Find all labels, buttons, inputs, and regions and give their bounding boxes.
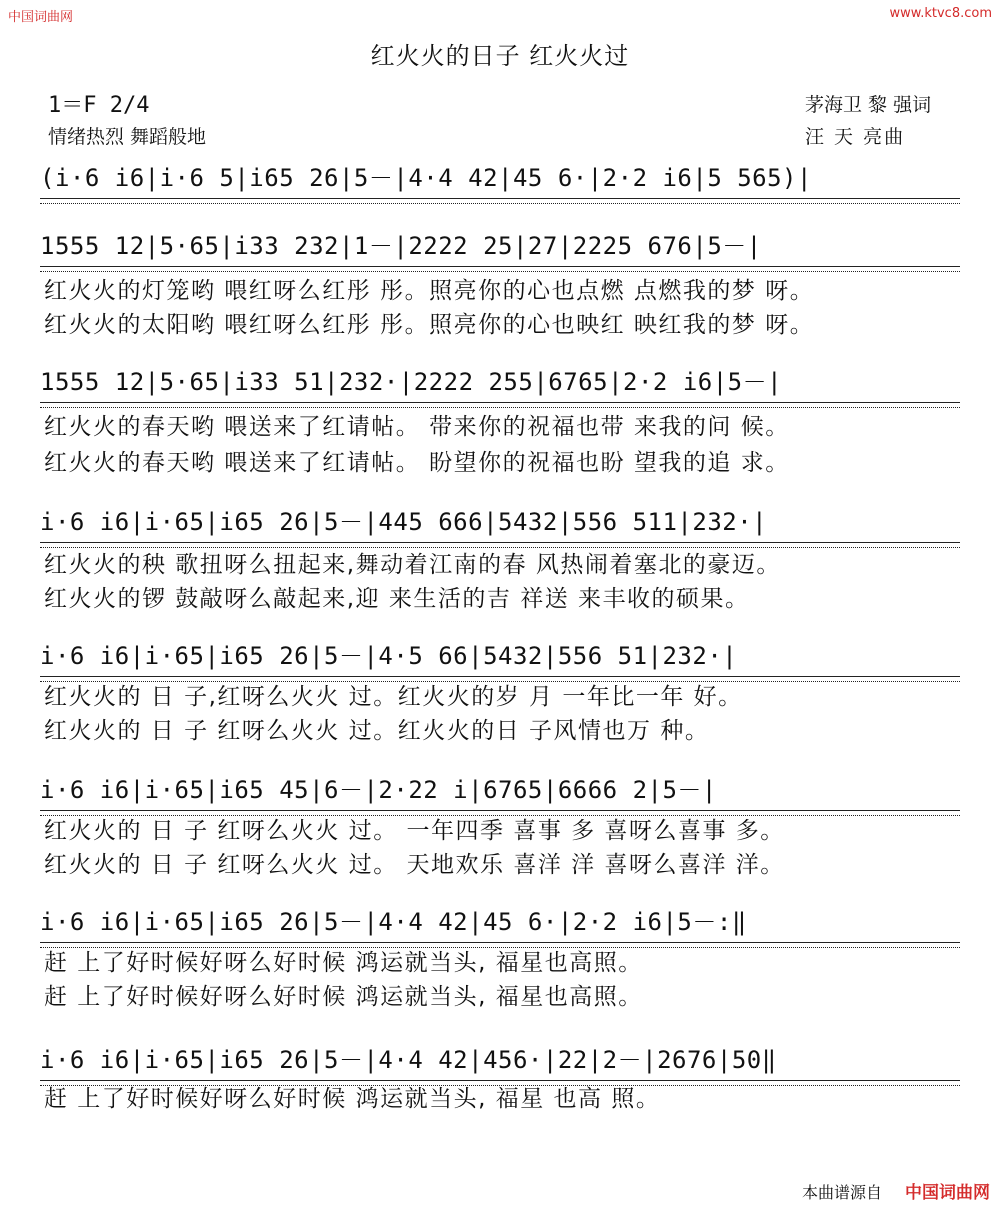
composer-credit: 汪 天 亮曲 — [805, 126, 906, 148]
lyric-verse-2: 红火火的锣 鼓敲呀么敲起来,迎 来生活的吉 祥送 来丰收的硕果。 — [44, 586, 750, 612]
notation-row-2: 1555 12|5·65|i33 232|1－|2222 25|27|2225 676|5－| — [40, 232, 762, 260]
lyric-verse-2: 红火火的太阳哟 喂红呀么红彤 彤。照亮你的心也映红 映红我的梦 呀。 — [44, 312, 815, 338]
lyric-verse-2: 红火火的 日 子 红呀么火火 过。 天地欢乐 喜洋 洋 喜呀么喜洋 洋。 — [44, 852, 785, 878]
lyric-verse-1: 红火火的秧 歌扭呀么扭起来,舞动着江南的春 风热闹着塞北的豪迈。 — [44, 552, 781, 578]
notation-row-4: i·6 i6|i·65|i65 26|5－|445 666|5432|556 511|232·| — [40, 508, 768, 536]
lyric-verse-1: 红火火的春天哟 喂送来了红请帖。 带来你的祝福也带 来我的问 候。 — [44, 414, 790, 440]
performance-note: 情绪热烈 舞蹈般地 — [48, 126, 207, 148]
lyric-verse-2: 赶 上了好时候好呀么好时候 鸿运就当头, 福星也高照。 — [44, 984, 643, 1010]
notation-row-7: i·6 i6|i·65|i65 26|5－|4·4 42|45 6·|2·2 i6|5－:‖ — [40, 908, 747, 936]
lyric-verse-2: 红火火的春天哟 喂送来了红请帖。 盼望你的祝福也盼 望我的追 求。 — [44, 450, 790, 476]
lyric-verse-1: 红火火的灯笼哟 喂红呀么红彤 彤。照亮你的心也点燃 点燃我的梦 呀。 — [44, 278, 815, 304]
key-signature: 1＝F 2/4 — [48, 93, 150, 118]
song-title: 红火火的日子 红火火过 — [370, 42, 630, 70]
lyric-verse-1: 红火火的 日 子 红呀么火火 过。 一年四季 喜事 多 喜呀么喜事 多。 — [44, 818, 785, 844]
notation-row-6: i·6 i6|i·65|i65 45|6－|2·22 i|6765|6666 2|5－| — [40, 776, 717, 804]
notation-row-5: i·6 i6|i·65|i65 26|5－|4·5 66|5432|556 51|232·| — [40, 642, 738, 670]
source-label: 本曲谱源自 — [801, 1183, 882, 1202]
lyricist-credit: 茅海卫 黎 强词 — [805, 94, 932, 116]
lyric-verse-1: 赶 上了好时候好呀么好时候 鸿运就当头, 福星 也高 照。 — [44, 1086, 661, 1112]
notation-row-8: i·6 i6|i·65|i65 26|5－|4·4 42|456·|22|2－|2676|50‖ — [40, 1046, 777, 1074]
watermark-left: 中国词曲网 — [8, 10, 74, 25]
watermark-right: www.ktvc8.com — [889, 6, 992, 21]
notation-row-3: 1555 12|5·65|i33 51|232·|2222 255|6765|2·2 i6|5－| — [40, 368, 783, 396]
source-site-link[interactable]: 中国词曲网 — [905, 1183, 990, 1203]
lyric-verse-2: 红火火的 日 子 红呀么火火 过。红火火的日 子风情也万 种。 — [44, 718, 710, 744]
lyric-verse-1: 赶 上了好时候好呀么好时候 鸿运就当头, 福星也高照。 — [44, 950, 643, 976]
lyric-verse-1: 红火火的 日 子,红呀么火火 过。红火火的岁 月 一年比一年 好。 — [44, 684, 743, 710]
notation-row-1: (i·6 i6|i·6 5|i65 26|5－|4·4 42|45 6·|2·2 i6|5 565)| — [40, 164, 812, 192]
